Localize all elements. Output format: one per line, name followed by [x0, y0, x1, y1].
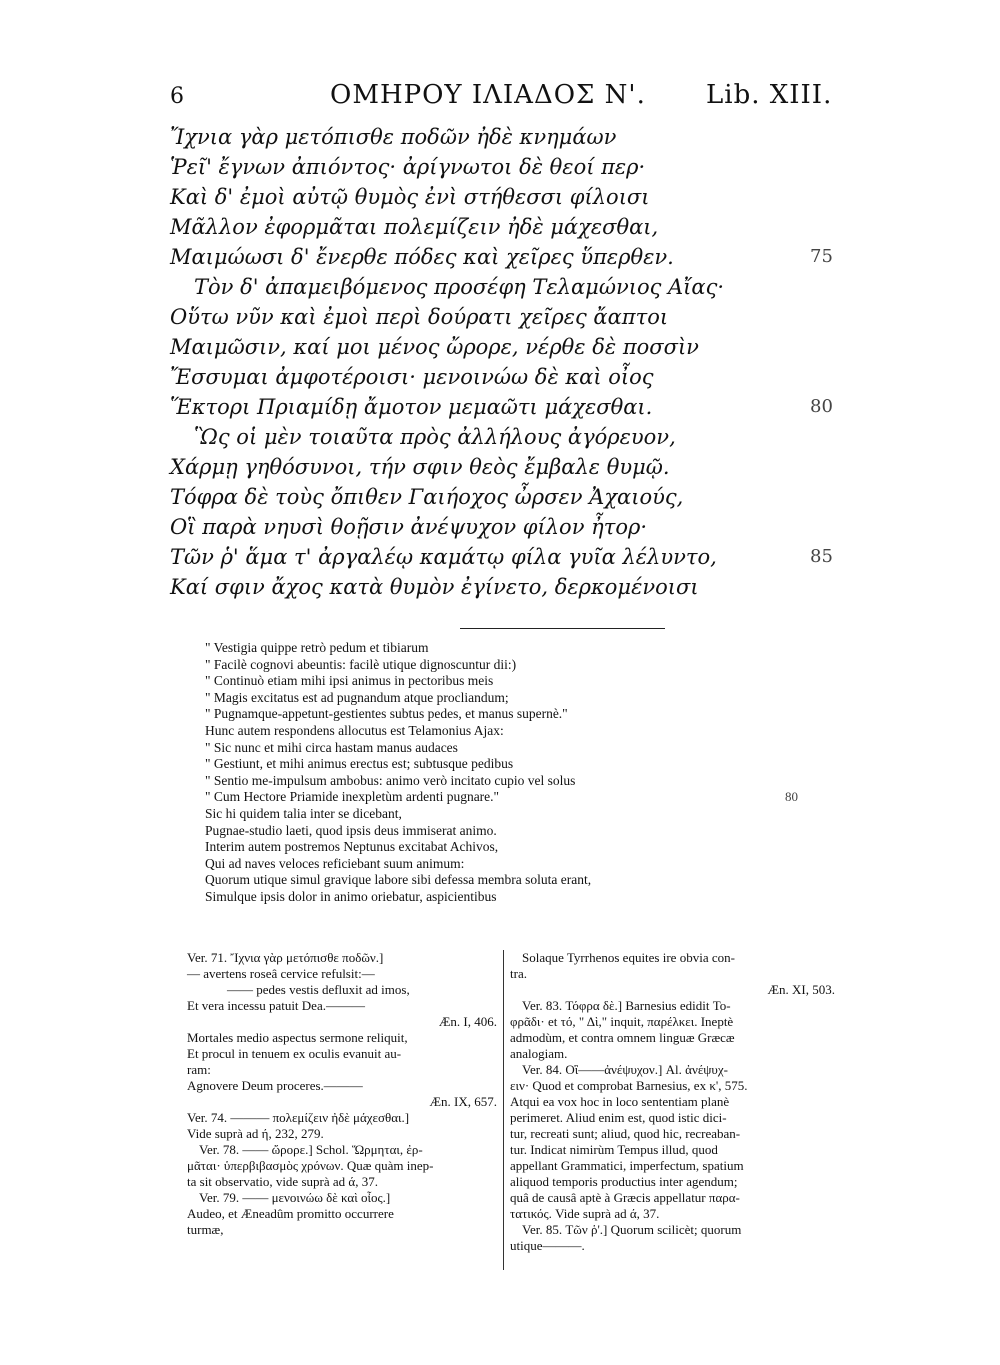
latin-verse-line	[205, 889, 825, 906]
footnote-line: Mortales medio aspectus sermone reliquit,	[187, 1030, 408, 1045]
greek-verse-line	[170, 302, 850, 332]
latin-verse-line	[205, 773, 825, 790]
footnote-line: Agnovere Deum proceres.———	[187, 1078, 363, 1093]
footnote-line: Ver. 71. Ἴχνια γὰρ μετόπισθε ποδῶν.]	[187, 950, 384, 965]
running-title: ΟΜΗΡΟΥ ΙΛΙΑΔΟΣ Ν'.	[330, 80, 646, 110]
latin-verse-line-text: " Vestigia quippe retrò pedum et tibiarum	[205, 640, 429, 655]
greek-verse-line-text: Τόφρα δὲ τοὺς ὄπιθεν Γαιήοχος ὦρσεν Ἀχαιούς,	[170, 485, 684, 509]
latin-verse-line	[205, 872, 825, 889]
footnote-line: Æn. XI, 503.	[767, 982, 835, 997]
greek-verse-line-text: Οὕτω νῦν καὶ ἐμοὶ περὶ δούρατι χεῖρες ἄαπτοι	[170, 305, 669, 329]
footnote-line: τατικός. Vide suprà ad ά, 37.	[510, 1206, 660, 1221]
footnote-line: Audeo, et Æneadûm promitto occurrere	[187, 1206, 394, 1221]
footnote-line: Et vera incessu patuit Dea.———	[187, 998, 365, 1013]
footnote-line: analogiam.	[510, 1046, 568, 1061]
greek-verse-line	[170, 572, 850, 602]
footnote-line: quâ de causâ aptè à Græcis appellatur παρα-	[510, 1190, 740, 1205]
footnote-line: ειν· Quod et comprobat Barnesius, ex κ', 575.	[510, 1078, 748, 1093]
section-rule	[460, 628, 665, 629]
latin-verse-line-text: " Cum Hectore Priamide inexpletùm ardenti pugnare."	[205, 789, 500, 805]
footnote-line: Ver. 79. —— μενοινώω δὲ καὶ οἶος.]	[199, 1190, 391, 1205]
latin-verse-line-text: Pugnae-studio laeti, quod ipsis deus immiserat animo.	[205, 822, 497, 838]
greek-verse-line	[170, 362, 850, 392]
footnote-line: φρᾶδι· et τό, " Δὶ," inquit, παρέλκει. Ineptè	[510, 1014, 734, 1029]
footnote-line: turmæ,	[187, 1222, 224, 1237]
greek-verse-line-text: Καὶ δ' ἐμοὶ αὐτῷ θυμὸς ἐνὶ στήθεσσι φίλοισι	[170, 185, 650, 209]
line-number: 75	[810, 246, 833, 267]
latin-verse-line-text: " Sic nunc et mihi circa hastam manus audaces	[205, 739, 458, 755]
latin-verse-line-text: " Continuò etiam mihi ipsi animus in pectoribus meis	[205, 673, 494, 689]
greek-verse-line	[170, 152, 850, 182]
latin-verse-line	[205, 806, 825, 823]
latin-verse-line-text: Simulque ipsis dolor in animo oriebatur, aspicientibus	[205, 888, 497, 904]
latin-verse-line-text: Sic hi quidem talia inter se dicebant,	[205, 805, 402, 821]
latin-verse-line-text: " Magis excitatus est ad pugnandum atque procliandum;	[205, 689, 509, 705]
greek-verse-line	[170, 422, 850, 452]
latin-verse-line-text: Hunc autem respondens allocutus est Telamonius Ajax:	[205, 722, 504, 738]
greek-verse-line-text: Μαιμώωσι δ' ἔνερθε πόδες καὶ χεῖρες ὕπερθεν.	[170, 245, 674, 269]
greek-verse-line-text: Ἔσσυμαι ἀμφοτέροισι· μενοινώω δὲ καὶ οἶος	[170, 365, 654, 389]
latin-verse-line-text: " Sentio me-impulsum ambobus: animo verò incitato cupio vel solus	[205, 772, 576, 788]
greek-verse-line	[170, 332, 850, 362]
footnote-line: tur, recreati sunt; aliud, quod hic, recreaban-	[510, 1126, 741, 1141]
footnote-line: Ver. 85. Τῶν ῥ'.] Quorum scilicèt; quorum	[522, 1222, 742, 1237]
footnote-line: ram:	[187, 1062, 211, 1077]
footnote-line: Et procul in tenuem ex oculis evanuit au-	[187, 1046, 402, 1061]
latin-verse-line	[205, 706, 825, 723]
line-number: 85	[810, 546, 833, 567]
latin-verse-line	[205, 673, 825, 690]
footnote-line: admodùm, et contra omnem linguæ Græcæ	[510, 1030, 735, 1045]
greek-verse-line	[170, 482, 850, 512]
latin-verse-line	[205, 839, 825, 856]
latin-verse-line-text: " Pugnamque-appetunt-gestientes subtus pedes, et manus supernè."	[205, 706, 568, 722]
greek-verse-line-text: Καί σφιν ἄχος κατὰ θυμὸν ἐγίνετο, δερκομένοισι	[170, 575, 699, 599]
latin-verse-line	[205, 789, 825, 806]
latin-verse-line-text: Quorum utique simul gravique labore sibi defessa membra soluta erant,	[205, 872, 592, 888]
greek-verse-line-text: Χάρμῃ γηθόσυνοι, τήν σφιν θεὸς ἔμβαλε θυμῷ.	[170, 455, 670, 479]
latin-verse-line	[205, 756, 825, 773]
greek-text-block	[170, 122, 850, 602]
greek-verse-line	[170, 392, 850, 422]
greek-verse-line-text: Τῶν ῥ' ἅμα τ' ἀργαλέῳ καμάτῳ φίλα γυῖα λέλυντο,	[170, 545, 717, 569]
latin-verse-line	[205, 657, 825, 674]
greek-verse-line-text: Μᾶλλον ἐφορμᾶται πολεμίζειν ἠδὲ μάχεσθαι,	[170, 215, 659, 239]
latin-verse-line-text: " Gestiunt, et mihi animus erectus est; subtusque pedibus	[205, 756, 514, 772]
footnote-line: Vide suprà ad ή, 232, 279.	[187, 1126, 324, 1141]
latin-verse-line	[205, 690, 825, 707]
footnote-line: Æn. I, 406.	[438, 1014, 497, 1029]
footnote-line: Æn. IX, 657.	[429, 1094, 497, 1109]
latin-verse-line	[205, 740, 825, 757]
latin-verse-line	[205, 823, 825, 840]
greek-verse-line-text: Οἳ παρὰ νηυσὶ θοῇσιν ἀνέψυχον φίλον ἦτορ·	[170, 515, 648, 539]
line-number: 80	[785, 789, 798, 805]
greek-verse-line	[170, 512, 850, 542]
footnote-line: Solaque Tyrrhenos equites ire obvia con-	[522, 950, 735, 965]
footnote-column-divider	[503, 950, 504, 1270]
footnote-line: appellant Grammatici, imperfectum, spatium	[510, 1158, 744, 1173]
footnote-line: μᾶται· ὑπερβιβασμὸς χρόνων. Quæ quàm inep-	[187, 1158, 434, 1173]
latin-verse-line	[205, 640, 825, 657]
book-label: Lib. XIII.	[706, 80, 833, 110]
footnote-line: utique———.	[510, 1238, 585, 1253]
footnote-line: ta sit observatio, vide suprà ad ά, 37.	[187, 1174, 378, 1189]
footnote-line: — avertens roseâ cervice refulsit:—	[187, 966, 375, 981]
greek-verse-line-text: Ἕκτορι Πριαμίδῃ ἄμοτον μεμαῶτι μάχεσθαι.	[170, 395, 653, 419]
greek-verse-line	[170, 122, 850, 152]
greek-verse-line-text: Ὣς οἱ μὲν τοιαῦτα πρὸς ἀλλήλους ἀγόρευον,	[194, 425, 676, 449]
footnote-line: —— pedes vestis defluxit ad imos,	[227, 982, 410, 997]
greek-verse-line	[170, 452, 850, 482]
footnote-line: Ver. 78. —— ὤρορε.] Schol. Ὥρμηται, ἐρ-	[199, 1142, 423, 1157]
footnote-line: Ver. 74. ——— πολεμίζειν ἠδὲ μάχεσθαι.]	[187, 1110, 410, 1125]
footnotes-left-column	[187, 950, 497, 1238]
greek-verse-line	[170, 272, 850, 302]
footnote-line: tur. Indicat nimirùm Tempus illud, quod	[510, 1142, 718, 1157]
line-number: 80	[810, 396, 833, 417]
greek-verse-line	[170, 242, 850, 272]
greek-verse-line-text: Ῥεῖ' ἔγνων ἀπιόντος· ἀρίγνωτοι δὲ θεοί περ·	[170, 155, 646, 179]
greek-verse-line	[170, 182, 850, 212]
footnote-line: Atqui ea vox hoc in loco sententiam planè	[510, 1094, 730, 1109]
footnotes-right-column	[510, 950, 835, 1254]
latin-translation-block	[205, 640, 825, 906]
footnote-line: Ver. 83. Τόφρα δὲ.] Barnesius edidit Το-	[522, 998, 731, 1013]
greek-verse-line	[170, 542, 850, 572]
latin-verse-line-text: " Facilè cognovi abeuntis: facilè utique dignoscuntur dii:)	[205, 656, 517, 672]
greek-verse-line	[170, 212, 850, 242]
latin-verse-line	[205, 723, 825, 740]
page-number: 6	[170, 84, 184, 109]
footnote-line: aliquod temporis productius inter agendum;	[510, 1174, 738, 1189]
footnote-line: Ver. 84. Οἳ——ἀνέψυχον.] Al. ἀνέψυχ-	[522, 1062, 728, 1077]
latin-verse-line-text: Interim autem postremos Neptunus excitabat Achivos,	[205, 839, 499, 855]
greek-verse-line-text: Τὸν δ' ἀπαμειβόμενος προσέφη Τελαμώνιος Αἴας·	[194, 275, 725, 299]
footnote-line: perimeret. Aliud enim est, quod istic dici-	[510, 1110, 727, 1125]
greek-verse-line-text: Μαιμῶσιν, καί μοι μένος ὤρορε, νέρθε δὲ ποσσὶν	[170, 335, 699, 359]
latin-verse-line	[205, 856, 825, 873]
latin-verse-line-text: Qui ad naves veloces reficiebant suum animum:	[205, 855, 465, 871]
footnote-line: tra.	[510, 966, 527, 981]
greek-verse-line-text: Ἴχνια γὰρ μετόπισθε ποδῶν ἠδὲ κνημάων	[170, 125, 617, 149]
